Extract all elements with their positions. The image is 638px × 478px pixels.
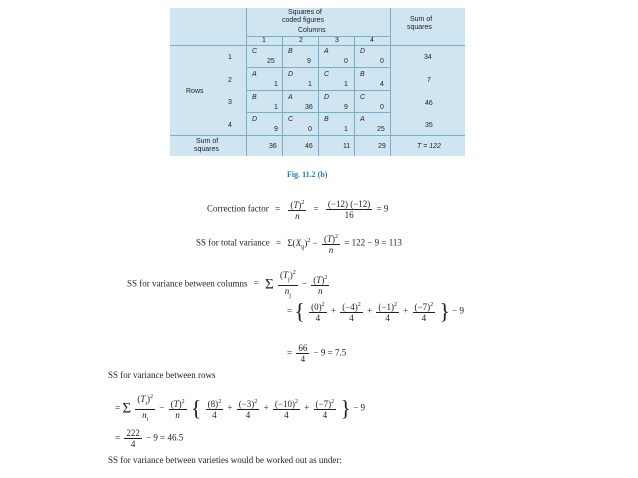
cell-value: 1 bbox=[274, 81, 278, 88]
column-sum: 46 bbox=[305, 143, 313, 150]
row-term: (−10) bbox=[274, 398, 295, 409]
cell-value: 0 bbox=[380, 58, 384, 65]
grid-line bbox=[318, 36, 319, 156]
column-number: 2 bbox=[299, 37, 303, 44]
denominator: 4 bbox=[245, 409, 251, 420]
rows-result-line: = $\frac{222}{4}$ − 9 = 46.5 bbox=[115, 428, 184, 449]
columns-variance-label: SS for variance between columns bbox=[127, 278, 248, 289]
grid-line bbox=[282, 36, 283, 156]
header-squares: Squares of bbox=[288, 9, 322, 16]
total-variance-label: SS for total variance bbox=[196, 237, 270, 248]
row-sum: 34 bbox=[424, 54, 432, 61]
columns-result-line: = $\frac{66}{4}$ − 9 = 7.5 bbox=[287, 343, 347, 364]
grid-line bbox=[246, 112, 390, 113]
cell-value: 25 bbox=[377, 126, 385, 133]
column-term: (−1) bbox=[378, 302, 394, 312]
total-variance-result: = 122 − 9 = 113 bbox=[344, 237, 402, 248]
cell-letter: B bbox=[288, 48, 293, 55]
correction-denominator: 16 bbox=[344, 210, 354, 220]
denominator: 4 bbox=[284, 409, 289, 420]
row-term: (−3) bbox=[238, 398, 255, 409]
grand-total: T = 122 bbox=[417, 143, 441, 150]
cell-value: 0 bbox=[380, 104, 384, 111]
cell-value: 9 bbox=[307, 58, 311, 65]
cell-value: 4 bbox=[380, 81, 384, 88]
rows-variance-label: SS for variance between rows bbox=[108, 370, 216, 380]
column-term: (−4) bbox=[342, 302, 358, 312]
column-term: (−7) bbox=[414, 302, 431, 312]
header-sum-squares: squares bbox=[407, 24, 432, 31]
column-number: 3 bbox=[335, 37, 339, 44]
column-sum: 36 bbox=[269, 143, 277, 150]
cell-letter: C bbox=[288, 116, 294, 123]
grid-line bbox=[390, 8, 391, 156]
row-term: (8) bbox=[207, 398, 219, 409]
cell-letter: A bbox=[252, 71, 257, 78]
cell-value: 0 bbox=[308, 126, 312, 133]
cell-letter: A bbox=[360, 116, 365, 123]
correction-label: Correction factor bbox=[207, 203, 269, 214]
denominator: 4 bbox=[130, 439, 136, 449]
grid-line bbox=[246, 90, 390, 91]
cell-letter: D bbox=[252, 116, 258, 123]
total-variance-equation: SS for total variance = $\Sigma(X_{ij})^2$ − $\frac{(T)^2}{n}$ = 122 − 9 = 113 bbox=[196, 234, 402, 255]
cell-letter: B bbox=[252, 94, 257, 101]
cell-value: 1 bbox=[344, 81, 348, 88]
denominator: 4 bbox=[421, 313, 427, 323]
row-number: 2 bbox=[228, 77, 232, 84]
rows-label: Rows bbox=[186, 88, 204, 95]
cell-letter: A bbox=[288, 94, 293, 101]
cell-value: 1 bbox=[308, 81, 312, 88]
cell-letter: C bbox=[324, 71, 330, 78]
denominator: 4 bbox=[212, 409, 217, 420]
cell-value: 1 bbox=[274, 104, 278, 111]
column-term: (0) bbox=[311, 302, 322, 312]
cell-value: 36 bbox=[305, 104, 313, 111]
coded-squares-table bbox=[170, 8, 465, 156]
cell-value: 0 bbox=[344, 58, 348, 65]
row-term: (−7) bbox=[315, 398, 332, 409]
denominator: 4 bbox=[322, 409, 328, 420]
columns-expansion: = { $\frac{(0)^2}{4}$ + $\frac{(-4)^2}{4}$ + $\frac{(-1)^2}{4}$ + $\frac{(-7)^2}{4}$ } − 9 bbox=[287, 298, 464, 324]
correction-numerator: (−12) (−12) bbox=[327, 199, 371, 209]
header-columns: Columns bbox=[298, 27, 326, 34]
cell-value: 1 bbox=[344, 126, 348, 133]
columns-minus: − 9 bbox=[452, 305, 464, 316]
footer-sum: Sum of bbox=[196, 138, 219, 145]
row-number: 4 bbox=[228, 122, 232, 129]
correction-factor-equation: Correction factor = $\frac{(T)^2}{n}$ = $\frac{(-12) (-12)}{16}$ = 9 bbox=[207, 199, 389, 221]
row-number: 1 bbox=[228, 54, 232, 61]
cell-letter: C bbox=[360, 94, 366, 101]
grid-line bbox=[246, 67, 390, 68]
cell-letter: A bbox=[324, 48, 329, 55]
rows-variance-equation: = Σ $\frac{(T_i)^2}{n_i}$ − $\frac{(T)^2}{n}$ { $\frac{(8)^2}{4}$ + $\frac{(-3)^2}{4}$ + $\frac{(-10)^2}{4}$ + $\frac{(-7)^2}{4}$ } − 9 bbox=[115, 394, 366, 423]
rows-sum-numerator: 222 bbox=[126, 428, 140, 438]
header-coded: coded figures bbox=[282, 17, 325, 24]
denominator: 4 bbox=[385, 313, 390, 323]
denominator: 4 bbox=[315, 313, 321, 323]
cell-value: 25 bbox=[267, 58, 275, 65]
columns-variance-equation: SS for variance between columns = Σ $\frac{(T_j)^2}{n_j}$ − $\frac{(T)^2}{n}$ bbox=[127, 270, 328, 299]
figure-caption: Fig. 11.2 (b) bbox=[287, 170, 328, 179]
row-sum: 46 bbox=[425, 100, 433, 107]
column-sum: 29 bbox=[378, 143, 386, 150]
cell-letter: D bbox=[288, 71, 294, 78]
row-sum: 7 bbox=[427, 77, 431, 84]
grid-line bbox=[354, 36, 355, 156]
rows-minus: − 9 bbox=[353, 402, 366, 413]
cell-letter: B bbox=[360, 71, 365, 78]
column-number: 1 bbox=[262, 37, 266, 44]
cell-letter: C bbox=[252, 48, 258, 55]
varieties-text: SS for variance between varieties would be worked out as under: bbox=[108, 455, 342, 465]
rows-result: − 9 = 46.5 bbox=[146, 432, 184, 443]
cell-letter: B bbox=[324, 116, 329, 123]
cell-letter: D bbox=[360, 48, 366, 55]
grid-line bbox=[246, 8, 247, 156]
column-sum: 11 bbox=[343, 143, 351, 150]
footer-squares: squares bbox=[194, 146, 219, 153]
cell-value: 9 bbox=[344, 104, 348, 111]
cell-value: 9 bbox=[274, 126, 278, 133]
header-sum: Sum of bbox=[410, 16, 433, 23]
correction-result: = 9 bbox=[376, 203, 389, 214]
row-number: 3 bbox=[228, 99, 232, 106]
denominator: 4 bbox=[349, 313, 354, 323]
columns-result: − 9 = 7.5 bbox=[313, 347, 347, 358]
column-number: 4 bbox=[370, 37, 374, 44]
columns-sum-numerator: 66 bbox=[298, 343, 308, 353]
row-sum: 35 bbox=[425, 122, 433, 129]
denominator: 4 bbox=[300, 354, 306, 364]
cell-letter: D bbox=[324, 94, 330, 101]
